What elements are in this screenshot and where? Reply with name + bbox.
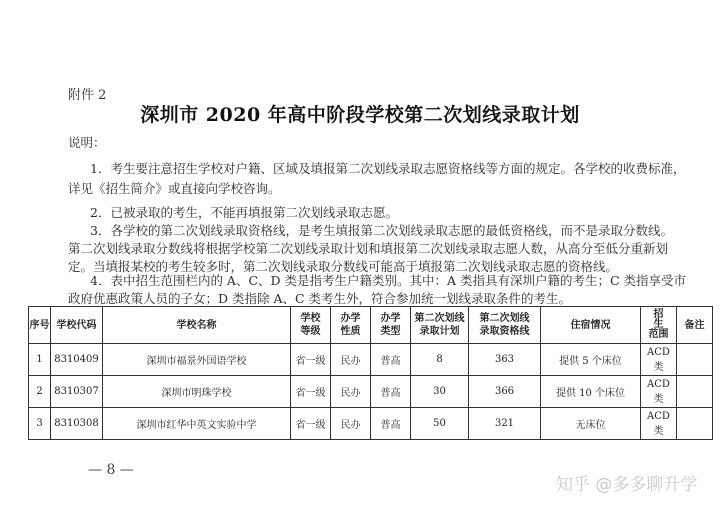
attachment-label: 附件 2 — [68, 88, 107, 103]
note-1-line-2: 详见《招生简介》或直接向学校咨询。 — [68, 181, 281, 196]
header-plan — [411, 307, 469, 344]
header-board: 住宿情况 — [541, 307, 641, 344]
cell-seq: 1 — [29, 344, 51, 376]
cell-scope: ACD 类 — [641, 376, 677, 408]
cell-board: 提供 10 个床位 — [541, 376, 641, 408]
cell-code: 8310307 — [51, 376, 103, 408]
note-2: 2．已被录取的考生，不能再填报第二次划线录取志愿。 — [90, 205, 398, 220]
cell-type: 普高 — [371, 408, 411, 440]
notes-label: 说明： — [68, 135, 106, 150]
header-remark: 备注 — [677, 307, 713, 344]
cell-remark — [677, 408, 713, 440]
header-seq: 序号 — [29, 307, 51, 344]
note-3-line-1: 3．各学校的第二次划线录取资格线，是考生填报第二次划线录取志愿的最低资格线，而不是录取分数线。 — [90, 223, 673, 238]
table-row — [29, 344, 713, 376]
note-3-line-3: 定。当填报某校的考生较多时，第二次划线录取分数线可能高于填报第二次划线录取志愿的资格线。 — [68, 259, 619, 274]
cell-remark — [677, 344, 713, 376]
cell-name: 深圳市红华中英文实验中学 — [103, 408, 291, 440]
cell-code: 8310308 — [51, 408, 103, 440]
header-line-2: 录取资格线 — [479, 326, 530, 337]
header-type — [371, 307, 411, 344]
cell-seq: 2 — [29, 376, 51, 408]
cell-nature: 民办 — [331, 408, 371, 440]
header-plan-2: 录取计划 — [419, 326, 460, 337]
cell-board: 无床位 — [541, 408, 641, 440]
document-title: 深圳市 2020 年高中阶段学校第二次划线录取计划 — [140, 104, 580, 126]
watermark: 知乎 @多多聊升学 — [556, 475, 698, 495]
header-scope-3: 范围 — [648, 329, 669, 340]
table-row — [29, 376, 713, 408]
table-row — [29, 408, 713, 440]
cell-line: 363 — [469, 344, 541, 376]
cell-scope: ACD 类 — [641, 408, 677, 440]
header-scope — [641, 307, 677, 344]
cell-level: 省一级 — [291, 408, 331, 440]
cell-level: 省一级 — [291, 376, 331, 408]
table-header-row — [29, 307, 713, 344]
cell-code: 8310409 — [51, 344, 103, 376]
header-type-1: 办学 — [380, 313, 401, 324]
header-level-1: 学校 — [300, 313, 321, 324]
cell-seq: 3 — [29, 408, 51, 440]
header-level — [291, 307, 331, 344]
note-4-line-1: 4．表中招生范围栏内的 A、C、D 类是指考生户籍类别。其中：A 类指具有深圳户籍的考生；C 类指享受市 — [90, 273, 687, 288]
page-number: — 8 — — [88, 462, 134, 478]
note-3-line-2: 第二次划线录取分数线将根据学校第二次划线录取计划和填报第二次划线录取志愿人数，从高分至低分重新划 — [68, 241, 669, 256]
cell-level: 省一级 — [291, 344, 331, 376]
cell-remark — [677, 376, 713, 408]
header-nature-1: 办学 — [340, 313, 361, 324]
cell-name: 深圳市明珠学校 — [103, 376, 291, 408]
cell-type: 普高 — [371, 376, 411, 408]
cell-type: 普高 — [371, 344, 411, 376]
header-scope-2: 生 — [653, 319, 664, 330]
header-code: 学校代码 — [51, 307, 103, 344]
header-line-1: 第二次划线 — [479, 313, 530, 324]
header-plan-1: 第二次划线 — [414, 313, 465, 324]
header-nature-2: 性质 — [340, 326, 361, 337]
cell-plan: 8 — [411, 344, 469, 376]
cell-plan: 50 — [411, 408, 469, 440]
cell-board: 提供 5 个床位 — [541, 344, 641, 376]
cell-nature: 民办 — [331, 376, 371, 408]
admission-plan-table — [28, 306, 713, 440]
header-nature — [331, 307, 371, 344]
cell-line: 366 — [469, 376, 541, 408]
header-line — [469, 307, 541, 344]
header-scope-1: 招 — [653, 309, 664, 320]
header-type-2: 类型 — [380, 326, 401, 337]
note-4-line-2: 政府优惠政策人员的子女；D 类指除 A、C 类考生外，符合参加统一划线录取条件的考生。 — [68, 291, 572, 306]
cell-scope: ACD 类 — [641, 344, 677, 376]
header-level-2: 等级 — [300, 326, 321, 337]
cell-line: 321 — [469, 408, 541, 440]
cell-nature: 民办 — [331, 344, 371, 376]
header-name: 学校名称 — [103, 307, 291, 344]
cell-plan: 30 — [411, 376, 469, 408]
cell-name: 深圳市福景外国语学校 — [103, 344, 291, 376]
note-1-line-1: 1．考生要注意招生学校对户籍、区域及填报第二次划线录取志愿资格线等方面的规定。各学校的收费标准， — [90, 161, 686, 176]
